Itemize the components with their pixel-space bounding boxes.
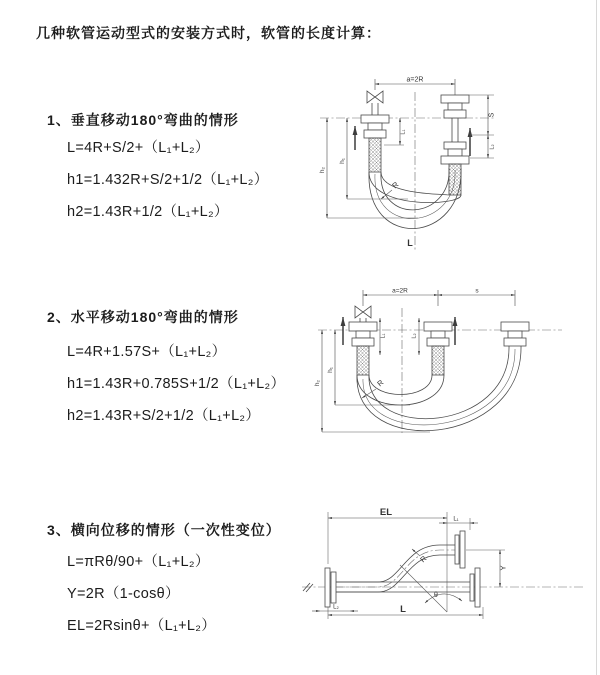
d3-right-flange-original	[470, 568, 480, 607]
d1-left-fitting	[361, 115, 389, 172]
d3-label-el: EL	[379, 507, 393, 518]
d2-dim-l1-l2	[380, 318, 419, 355]
section-2-formula-L: L=4R+1.57S+（L₁+L₂）	[67, 344, 227, 360]
d2-label-h1: h₁	[327, 367, 334, 373]
d3-dim-el	[328, 507, 447, 612]
d1-right-fitting-lower	[441, 142, 469, 195]
d3-axis-break-mark	[303, 583, 313, 592]
d1-valve-icon	[367, 91, 383, 115]
d1-label-l2: L₂	[489, 144, 496, 150]
section-3-heading: 3、横向位移的情形（一次性变位）	[47, 522, 281, 538]
d1-right-pipe	[452, 118, 458, 142]
section-1-formula-h2: h2=1.43R+1/2（L₁+L₂）	[67, 204, 229, 220]
d1-label-length: L	[407, 238, 413, 248]
d1-label-l1: L₁	[400, 129, 407, 135]
d3-label-y: Y	[498, 565, 508, 571]
d2-label-r: R	[375, 377, 386, 389]
d1-label-a2r: a=2R	[406, 76, 424, 84]
section-3-formula-L: L=πRθ/90+（L₁+L₂）	[67, 554, 210, 570]
d1-label-s: S	[488, 112, 496, 118]
d1-dim-s-l2	[469, 95, 496, 158]
d3-dim-l	[328, 604, 483, 619]
section-2-heading: 2、水平移动180°弯曲的情形	[47, 309, 239, 325]
diagram-lateral-displacement	[298, 498, 598, 668]
d3-hose-displaced	[336, 545, 455, 592]
d2-right-fitting	[501, 322, 529, 346]
d1-label-h1: h₁	[339, 158, 346, 164]
section-3-formula-Y: Y=2R（1-cosθ）	[67, 586, 180, 602]
diagram-horizontal-movement	[310, 283, 595, 470]
d3-dim-l2	[312, 605, 358, 612]
diagram-vertical-movement	[310, 68, 595, 263]
d1-label-r: R	[390, 179, 401, 191]
section-3-formula-EL: EL=2Rsinθ+（L₁+L₂）	[67, 618, 217, 634]
d1-centerlines	[320, 92, 494, 250]
section-1-formula-L: L=4R+S/2+（L₁+L₂）	[67, 140, 210, 156]
d2-label-h2: h₂	[314, 379, 321, 387]
d3-label-theta: θ	[434, 592, 438, 599]
section-1-formula-h1: h1=1.432R+S/2+1/2（L₁+L₂）	[67, 172, 269, 188]
d3-left-flange	[325, 568, 336, 607]
d3-right-flange-displaced	[455, 531, 465, 568]
d2-label-s: s	[475, 287, 479, 295]
d3-label-l2: L₂	[333, 604, 339, 611]
d3-dim-l1	[439, 517, 478, 531]
d2-label-a2r: a=2R	[392, 287, 408, 295]
d2-label-l2: L₂	[411, 333, 418, 339]
section-1-heading: 1、垂直移动180°弯曲的情形	[47, 112, 239, 128]
d3-label-r: R	[418, 553, 429, 565]
d2-valve-icon	[355, 306, 371, 322]
section-2-formula-h2: h2=1.43R+S/2+1/2（L₁+L₂）	[67, 408, 261, 424]
d2-label-l1: L₁	[380, 333, 387, 339]
d3-label-l1: L₁	[453, 516, 459, 523]
d2-dim-top	[363, 288, 515, 307]
d3-centerline	[302, 583, 583, 592]
d3-label-length: L	[400, 604, 406, 615]
page-title: 几种软管运动型式的安装方式时，软管的长度计算：	[36, 25, 381, 41]
d2-middle-fitting	[424, 322, 452, 375]
d1-right-fitting-upper	[441, 95, 469, 118]
d1-radius-callout	[381, 180, 401, 199]
section-2-formula-h1: h1=1.43R+0.785S+1/2（L₁+L₂）	[67, 376, 286, 392]
d1-label-h2: h₂	[319, 166, 326, 174]
d2-left-fitting	[349, 322, 377, 375]
